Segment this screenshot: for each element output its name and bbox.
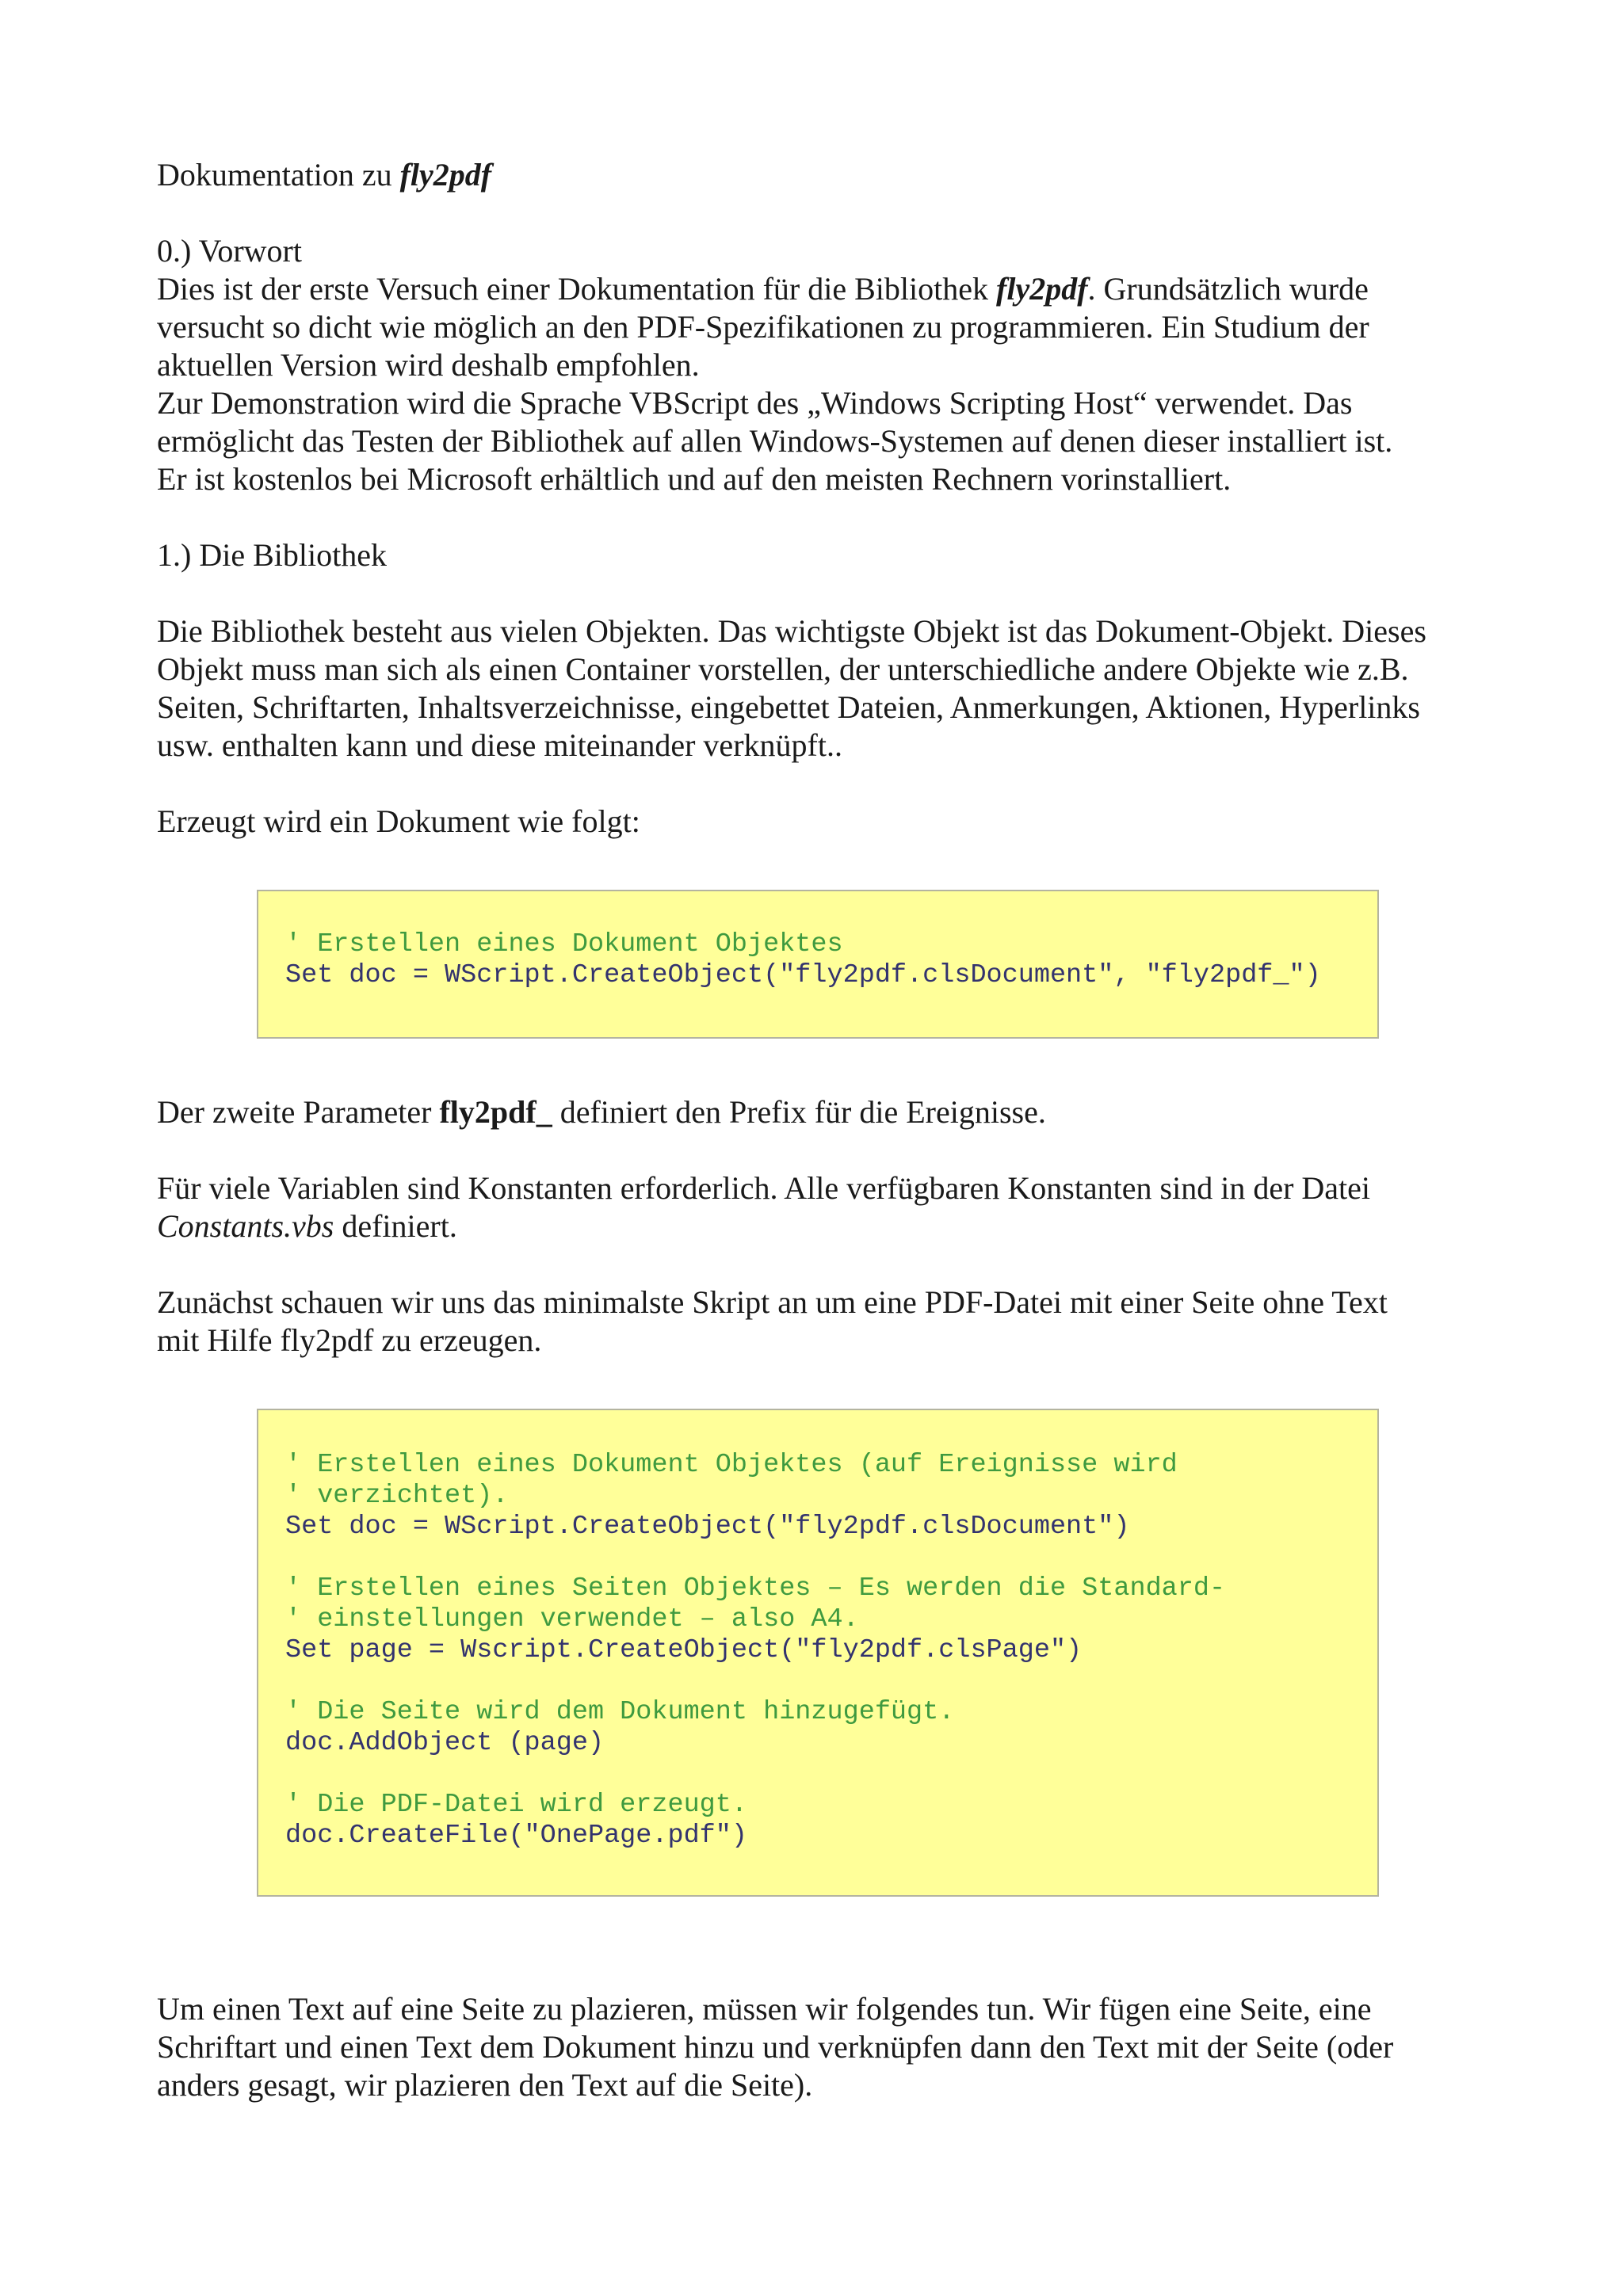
code-comment-line: ' Erstellen eines Seiten Objektes – Es werden die Standard- bbox=[285, 1573, 1226, 1604]
paragraph-line bbox=[157, 270, 1496, 308]
code-line: Set doc = WScript.CreateObject("fly2pdf.clsDocument") bbox=[285, 1512, 1130, 1542]
paragraph-line: mit Hilfe fly2pdf zu erzeugen. bbox=[157, 1322, 542, 1358]
paragraph-line: Um einen Text auf eine Seite zu plazieren, müssen wir folgendes tun. Wir fügen eine Seite, eine bbox=[157, 1991, 1372, 2027]
paragraph-line: ermöglicht das Testen der Bibliothek auf allen Windows-Systemen auf denen dieser installiert ist. bbox=[157, 423, 1393, 459]
paragraph-line: Die Bibliothek besteht aus vielen Objekten. Das wichtigste Objekt ist das Dokument-Objekt. Dieses bbox=[157, 613, 1426, 649]
title-prefix: Dokumentation zu bbox=[157, 157, 400, 193]
paragraph-line: anders gesagt, wir plazieren den Text auf die Seite). bbox=[157, 2067, 813, 2103]
paragraph-intro: Erzeugt wird ein Dokument wie folgt: bbox=[157, 803, 640, 839]
text-run: . Grundsätzlich wurde bbox=[1087, 271, 1369, 307]
paragraph-line: Für viele Variablen sind Konstanten erforderlich. Alle verfügbaren Konstanten sind in der Datei bbox=[157, 1170, 1371, 1206]
paragraph-line: aktuellen Version wird deshalb empfohlen. bbox=[157, 347, 700, 383]
paragraph-line bbox=[157, 1207, 1496, 1245]
library-name: fly2pdf bbox=[996, 271, 1088, 307]
code-comment-line: ' Die PDF-Datei wird erzeugt. bbox=[285, 1790, 747, 1820]
paragraph-line: Seiten, Schriftarten, Inhaltsverzeichnisse, eingebettet Dateien, Anmerkungen, Aktionen, Hyperlinks bbox=[157, 689, 1420, 725]
paragraph-line: Zunächst schauen wir uns das minimalste Skript an um eine PDF-Datei mit einer Seite ohne Text bbox=[157, 1284, 1388, 1320]
paragraph-line: Zur Demonstration wird die Sprache VBScript des „Windows Scripting Host“ verwendet. Das bbox=[157, 385, 1353, 421]
code-line: Set doc = WScript.CreateObject("fly2pdf.clsDocument", "fly2pdf_") bbox=[285, 960, 1321, 990]
section-heading: 0.) Vorwort bbox=[157, 233, 302, 269]
code-comment-line: ' Die Seite wird dem Dokument hinzugefügt. bbox=[285, 1697, 955, 1727]
code-comment-line: ' verzichtet). bbox=[285, 1481, 509, 1511]
code-blank-line bbox=[285, 1666, 1377, 1697]
code-line: doc.CreateFile("OnePage.pdf") bbox=[285, 1821, 747, 1851]
paragraph-constants bbox=[157, 1169, 1496, 1245]
paragraph-line: Er ist kostenlos bei Microsoft erhältlich und auf den meisten Rechnern vorinstalliert. bbox=[157, 461, 1232, 497]
code-line: doc.AddObject (page) bbox=[285, 1728, 605, 1758]
text-run: Der zweite Parameter bbox=[157, 1094, 440, 1130]
code-block-create-document bbox=[257, 890, 1379, 1039]
code-line: Set page = Wscript.CreateObject("fly2pdf.clsPage") bbox=[285, 1635, 1083, 1665]
title-library-name: fly2pdf bbox=[399, 157, 492, 193]
text-run: definiert. bbox=[334, 1208, 457, 1244]
text-run: definiert den Prefix für die Ereignisse. bbox=[552, 1094, 1046, 1130]
file-name: Constants.vbs bbox=[157, 1208, 334, 1244]
code-blank-line bbox=[285, 1543, 1377, 1573]
code-block-one-page bbox=[257, 1409, 1379, 1897]
code-comment-line: ' Erstellen eines Dokument Objektes (auf Ereignisse wird bbox=[285, 1450, 1178, 1480]
paragraph-line: Objekt muss man sich als einen Container vorstellen, der unterschiedliche andere Objekte wie z.B. bbox=[157, 651, 1409, 687]
paragraph-line: versucht so dicht wie möglich an den PDF-Spezifikationen zu programmieren. Ein Studium der bbox=[157, 309, 1369, 345]
section-vorwort bbox=[157, 232, 1496, 498]
text-run: Dies ist der erste Versuch einer Dokumentation für die Bibliothek bbox=[157, 271, 997, 307]
paragraph-line: usw. enthalten kann und diese miteinander verknüpft.. bbox=[157, 727, 842, 763]
paragraph-line: Schriftart und einen Text dem Dokument hinzu und verknüpfen dann den Text mit der Seite (oder bbox=[157, 2029, 1394, 2065]
code-comment-line: ' einstellungen verwendet – also A4. bbox=[285, 1604, 859, 1634]
paragraph-bibliothek bbox=[157, 612, 1496, 765]
section-heading-bibliothek: 1.) Die Bibliothek bbox=[157, 537, 387, 573]
code-blank-line bbox=[285, 1759, 1377, 1790]
paragraph-parameter bbox=[157, 1093, 1496, 1131]
paragraph-minimal-script bbox=[157, 1283, 1496, 1360]
code-comment-line: ' Erstellen eines Dokument Objektes bbox=[285, 929, 843, 959]
parameter-name: fly2pdf_ bbox=[439, 1094, 552, 1130]
document-title bbox=[157, 156, 1496, 194]
paragraph-text-placement bbox=[157, 1990, 1496, 2104]
